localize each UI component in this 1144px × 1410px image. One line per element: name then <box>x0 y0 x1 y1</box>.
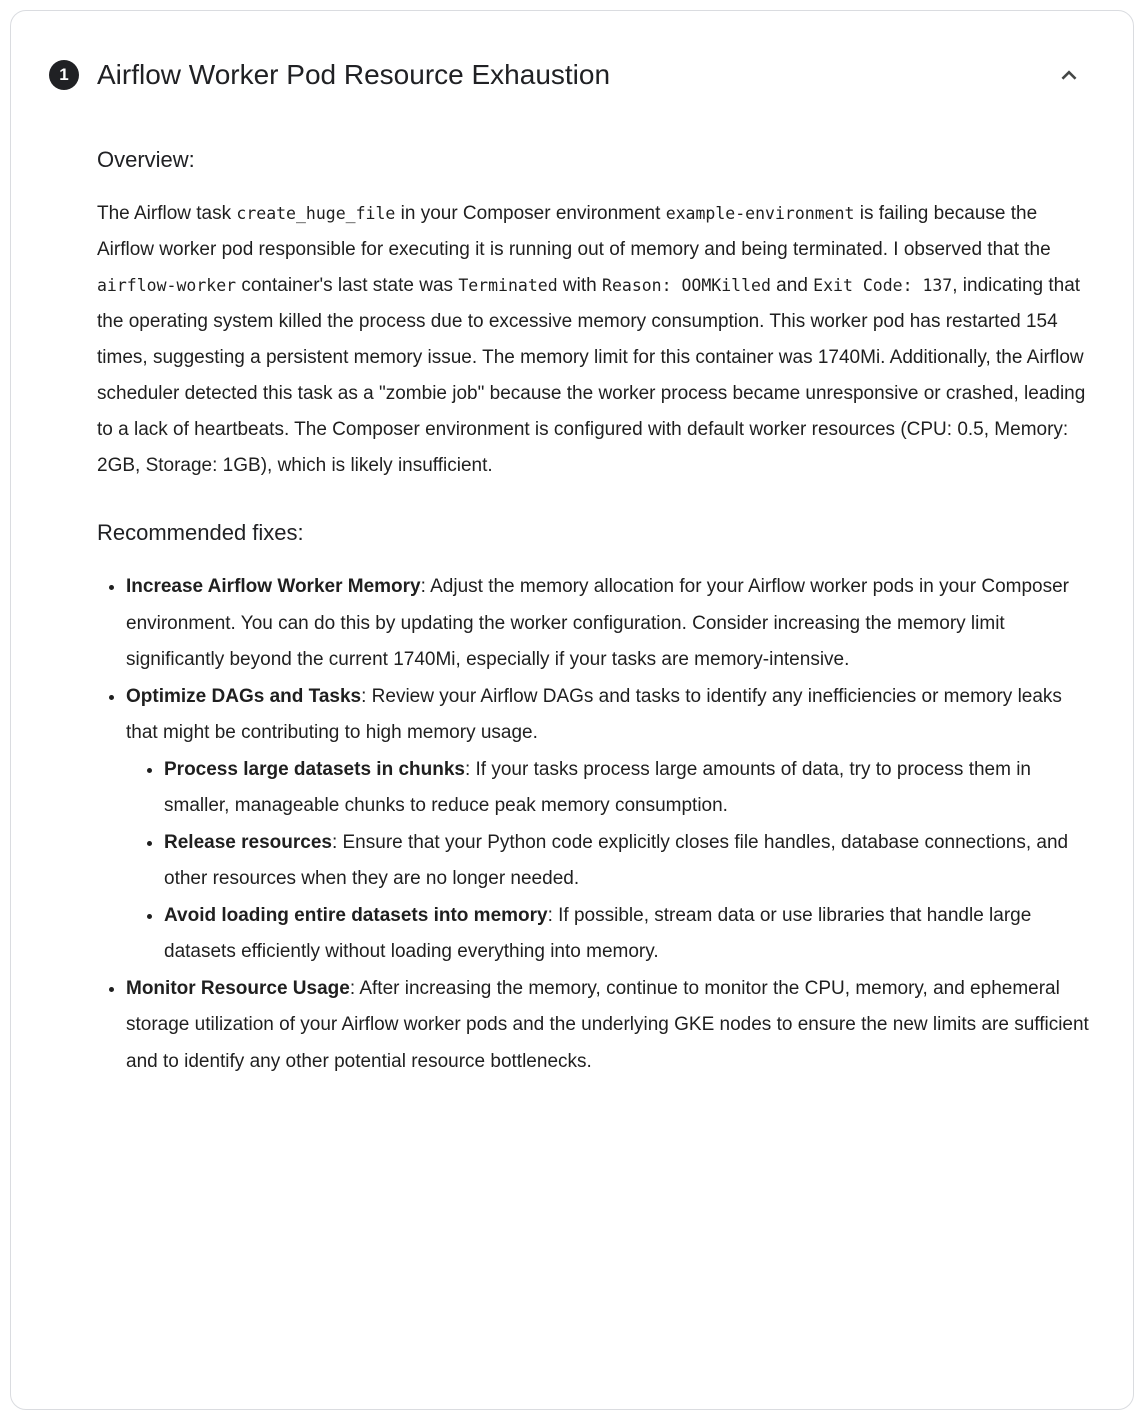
chevron-up-icon <box>1056 62 1082 88</box>
fixes-heading: Recommended fixes: <box>97 520 304 545</box>
collapse-button[interactable] <box>1049 55 1089 95</box>
fix-item-optimize-dags <box>126 679 1095 971</box>
issue-title: Airflow Worker Pod Resource Exhaustion <box>97 59 611 90</box>
issue-card-header[interactable] <box>49 55 1089 95</box>
fix-list <box>97 569 1095 1080</box>
issue-number-badge: 1 <box>49 60 79 90</box>
fix-subitem-avoid-loading: • Avoid loading entire datasets into memory: If possible, stream data or use libraries that handle large datasets efficiently without loading everything into memory. <box>164 898 1095 971</box>
fix-subitem-release-resources: • Release resources: Ensure that your Python code explicitly closes file handles, database connections, and other resources when they are no longer needed. <box>164 825 1095 898</box>
issue-card-content <box>11 146 1133 1080</box>
fix-sublist <box>126 752 1095 971</box>
overview-paragraph: The Airflow task create_huge_file in your Composer environment example-environment is failing because the Airflow worker pod responsible for executing it is running out of memory and being terminated. I observed that the airflow-worker container's last state was Terminated with Reason: OOMKilled and Exit Code: 137, indicating that the operating system killed the process due to excessive memory consumption. This worker pod has restarted 154 times, suggesting a persistent memory issue. The memory limit for this container was 1740Mi. Additionally, the Airflow scheduler detected this task as a "zombie job" because the worker process became unresponsive or crashed, leading to a lack of heartbeats. The Composer environment is configured with default worker resources (CPU: 0.5, Memory: 2GB, Storage: 1GB), which is likely insufficient. <box>97 203 1086 476</box>
fix-item-monitor-usage: • Monitor Resource Usage: After increasing the memory, continue to monitor the CPU, memory, and ephemeral storage utilization of your Airflow worker pods and the underlying GKE nodes to ensure the new limits are sufficient and to identify any other potential resource bottlenecks. <box>126 971 1095 1081</box>
fix-item-increase-memory: • Increase Airflow Worker Memory: Adjust the memory allocation for your Airflow worker pods in your Composer environment. You can do this by updating the worker configuration. Consider increasing the memory limit significantly beyond the current 1740Mi, especially if your tasks are memory-intensive. <box>126 569 1095 679</box>
issue-card <box>10 10 1134 1410</box>
overview-heading: Overview: <box>97 147 195 172</box>
fix-subitem-process-chunks: • Process large datasets in chunks: If your tasks process large amounts of data, try to process them in smaller, manageable chunks to reduce peak memory consumption. <box>164 752 1095 825</box>
fix-item-optimize-dags-text: Optimize DAGs and Tasks: Review your Airflow DAGs and tasks to identify any inefficiencies or memory leaks that might be contributing to high memory usage. <box>126 685 1062 743</box>
